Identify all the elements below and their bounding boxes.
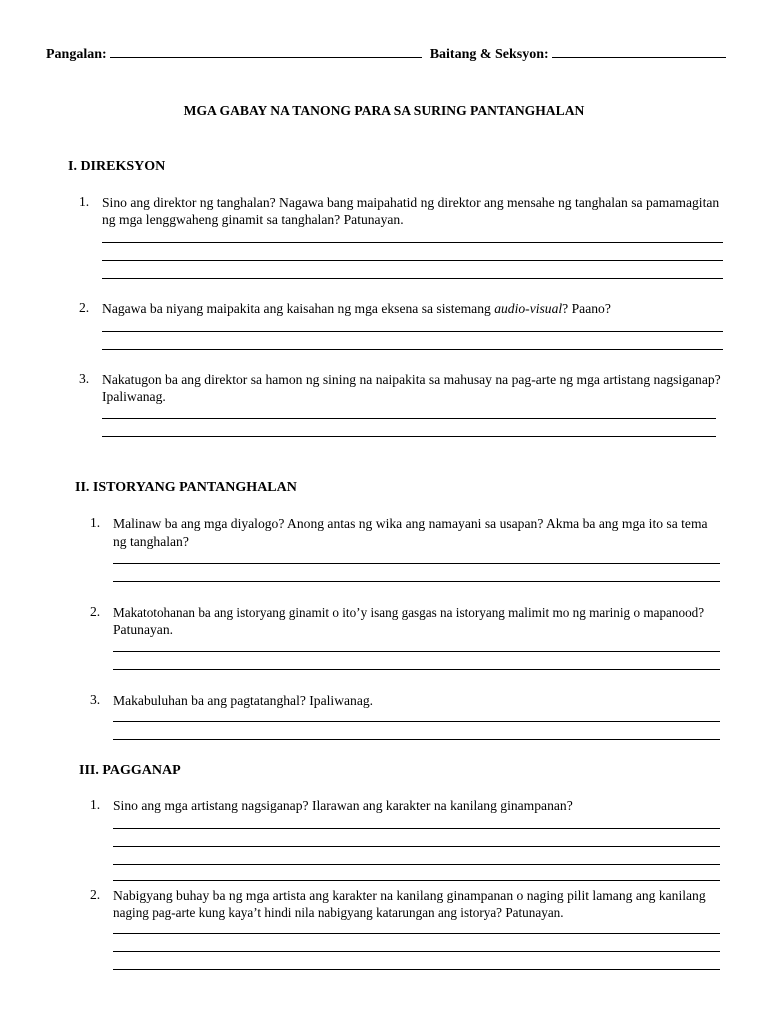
section-heading-istoryang-pantanghalan: II. ISTORYANG PANTANGHALAN: [75, 480, 297, 495]
question-text: Nakatugon ba ang direktor sa hamon ng sining na naipakita sa mahusay na pag-arte ng mga artistang nagsiganap?: [102, 372, 721, 387]
answer-line[interactable]: [113, 969, 720, 970]
answer-line[interactable]: [102, 242, 723, 243]
answer-line[interactable]: [102, 436, 716, 437]
answer-line[interactable]: [113, 951, 720, 952]
page-title: MGA GABAY NA TANONG PARA SA SURING PANTANGHALAN: [183, 103, 585, 118]
answer-line[interactable]: [113, 651, 720, 652]
name-row: [46, 46, 726, 63]
answer-line[interactable]: [102, 418, 716, 419]
answer-line[interactable]: [113, 669, 720, 670]
question-number: 1.: [90, 797, 101, 812]
answer-line[interactable]: [113, 828, 720, 829]
question-text: Makabuluhan ba ang pagtatanghal? Ipaliwanag.: [113, 693, 374, 708]
answer-line[interactable]: [113, 563, 720, 564]
question-text: Sino ang direktor ng tanghalan? Nagawa bang maipahatid ng direktor ang mensahe ng tanghalan sa pamamagitan: [102, 195, 720, 210]
question-text-emphasis: audio-visual: [494, 301, 563, 316]
name-field[interactable]: [110, 46, 422, 58]
question-text: Sino ang mga artistang nagsiganap? Ilarawan ang karakter na kanilang ginampanan?: [113, 798, 573, 813]
section-heading-direksyon: I. DIREKSYON: [68, 159, 166, 174]
question-text: Makatotohanan ba ang istoryang ginamit o ito’y isang gasgas na istoryang malimit mo ng marinig o mapanood?: [113, 605, 705, 620]
answer-line[interactable]: [113, 739, 720, 740]
question-number: 1.: [79, 194, 90, 209]
grade-section-field[interactable]: [552, 46, 726, 58]
answer-line[interactable]: [102, 331, 723, 332]
grade-section-label: Baitang & Seksyon:: [429, 47, 549, 62]
question-number: 1.: [90, 515, 101, 530]
section-heading-pagganap: III. PAGGANAP: [79, 763, 181, 778]
answer-line[interactable]: [102, 278, 723, 279]
question-number: 3.: [90, 692, 101, 707]
answer-line[interactable]: [113, 846, 720, 847]
question-text-part: Nagawa ba niyang maipakita ang kaisahan ng mga eksena sa sistemang: [102, 301, 495, 316]
question-text: [102, 299, 611, 318]
question-text-part: ? Paano?: [562, 301, 611, 316]
question-text: Patunayan.: [113, 622, 174, 637]
question-number: 2.: [90, 604, 101, 619]
question-text: ng mga lenggwaheng ginamit sa tanghalan? Patunayan.: [102, 212, 404, 227]
question-text: naging pag-arte kung kaya’t hindi nila nabigyang katarungan ang istorya? Patunayan.: [113, 905, 564, 920]
answer-line[interactable]: [113, 581, 720, 582]
answer-line[interactable]: [113, 880, 720, 881]
answer-line[interactable]: [113, 864, 720, 865]
question-text: Ipaliwanag.: [102, 389, 166, 404]
answer-line[interactable]: [102, 260, 723, 261]
question-text: ng tanghalan?: [113, 534, 189, 549]
name-label: Pangalan:: [46, 47, 107, 62]
question-text: Nabigyang buhay ba ng mga artista ang karakter na kanilang ginampanan o naging pilit lamang ang kanilang: [113, 888, 706, 903]
question-number: 3.: [79, 371, 90, 386]
answer-line[interactable]: [102, 349, 723, 350]
question-text: Malinaw ba ang mga diyalogo? Anong antas ng wika ang namayani sa usapan? Akma ba ang mga ito sa tema: [113, 516, 708, 531]
answer-line[interactable]: [113, 721, 720, 722]
question-number: 2.: [79, 300, 90, 315]
answer-line[interactable]: [113, 933, 720, 934]
question-number: 2.: [90, 887, 101, 902]
